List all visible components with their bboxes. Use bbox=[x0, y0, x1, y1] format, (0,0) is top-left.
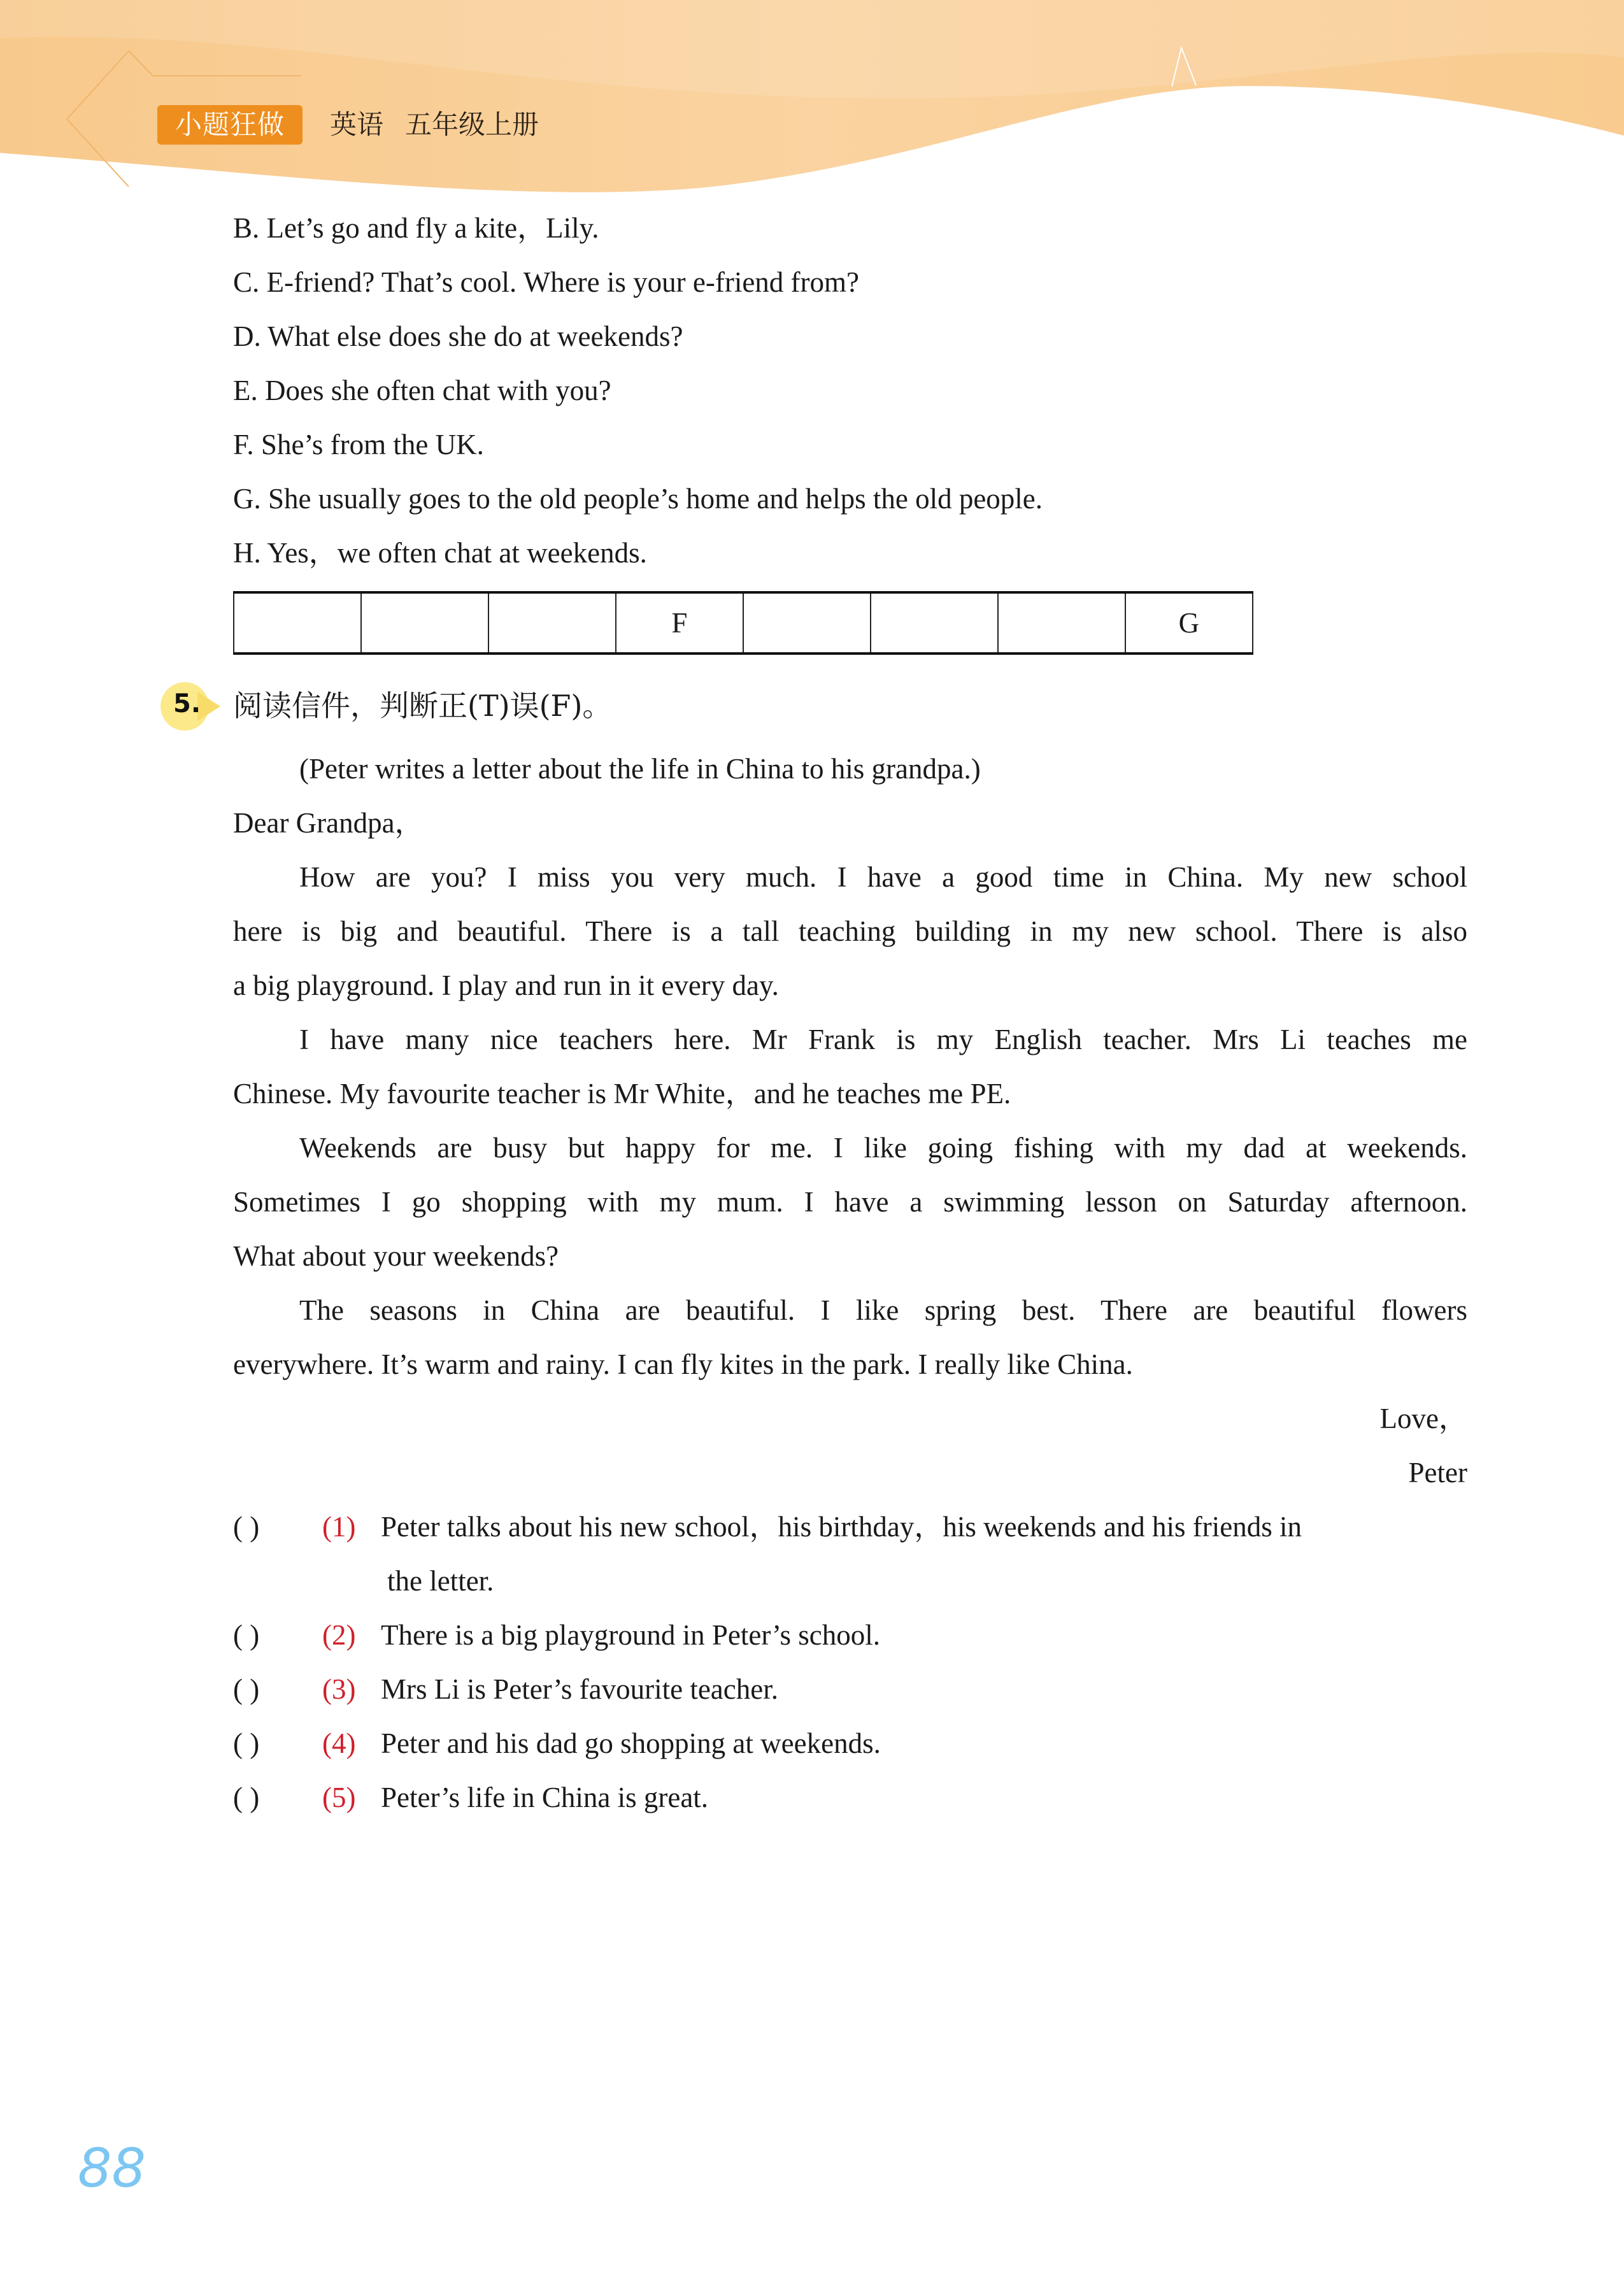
option-e: E. Does she often chat with you? bbox=[233, 375, 611, 406]
answer-blank[interactable]: ( ) bbox=[233, 1619, 260, 1651]
answer-blank[interactable]: ( ) bbox=[233, 1727, 260, 1759]
tf-item-1-continued: the letter. bbox=[387, 1565, 494, 1597]
answer-blank[interactable]: ( ) bbox=[233, 1782, 260, 1813]
answer-cell-1[interactable] bbox=[234, 592, 361, 654]
answer-blank[interactable]: ( ) bbox=[233, 1673, 260, 1705]
book-title bbox=[330, 105, 560, 145]
answer-cell-3[interactable] bbox=[488, 592, 616, 654]
letter-line: here is big and beautiful. There is a tall teaching building in my new school. There is also bbox=[233, 915, 1467, 947]
item-number: (4) bbox=[322, 1727, 356, 1759]
item-number: (3) bbox=[322, 1673, 356, 1705]
question-number: 5. bbox=[173, 689, 201, 718]
letter-line: What about your weekends? bbox=[233, 1240, 559, 1272]
option-g: G. She usually goes to the old people’s home and helps the old people. bbox=[233, 483, 1043, 515]
tf-item-4 bbox=[233, 1724, 881, 1762]
item-text: Mrs Li is Peter’s favourite teacher. bbox=[381, 1673, 778, 1705]
letter-line: How are you? I miss you very much. I have a good time in China. My new school bbox=[299, 861, 1467, 893]
page-number: 88 bbox=[78, 2137, 146, 2199]
answer-blank[interactable]: ( ) bbox=[233, 1511, 260, 1543]
answer-cell-5[interactable] bbox=[743, 592, 871, 654]
option-c: C. E-friend? That’s cool. Where is your e-friend from? bbox=[233, 266, 859, 298]
option-b: B. Let’s go and fly a kite，Lily. bbox=[233, 212, 599, 244]
item-number: (1) bbox=[322, 1511, 356, 1543]
letter-greeting: Dear Grandpa， bbox=[233, 807, 424, 839]
option-h: H. Yes，we often chat at weekends. bbox=[233, 537, 647, 569]
item-number: (5) bbox=[322, 1782, 356, 1813]
letter-line: I have many nice teachers here. Mr Frank is my English teacher. Mrs Li teaches me bbox=[299, 1024, 1467, 1055]
answer-table bbox=[233, 591, 1253, 655]
tf-item-3 bbox=[233, 1670, 778, 1708]
item-text: Peter talks about his new school，his birthday，his weekends and his friends in bbox=[381, 1511, 1302, 1543]
answer-cell-4[interactable]: F bbox=[616, 592, 743, 654]
item-text: Peter and his dad go shopping at weekends. bbox=[381, 1727, 881, 1759]
letter-line: Sometimes I go shopping with my mum. I have a swimming lesson on Saturday afternoon. bbox=[233, 1186, 1467, 1218]
answer-cell-6[interactable] bbox=[871, 592, 998, 654]
subject-label: 英语 bbox=[330, 109, 384, 140]
option-f: F. She’s from the UK. bbox=[233, 429, 484, 461]
tf-item-1 bbox=[233, 1508, 1302, 1546]
grade-label: 五年级上册 bbox=[405, 109, 539, 140]
answer-cell-7[interactable] bbox=[998, 592, 1125, 654]
item-text: Peter’s life in China is great. bbox=[381, 1782, 709, 1813]
letter-line: Weekends are busy but happy for me. I like going fishing with my dad at weekends. bbox=[299, 1132, 1467, 1164]
option-d: D. What else does she do at weekends? bbox=[233, 320, 683, 352]
brand-badge: 小题狂做 bbox=[157, 105, 303, 145]
answer-cell-8[interactable]: G bbox=[1125, 592, 1253, 654]
item-text: There is a big playground in Peter’s school. bbox=[381, 1619, 881, 1651]
question-instruction: 阅读信件，判断正(T)误(F)。 bbox=[233, 689, 612, 723]
letter-line: everywhere. It’s warm and rainy. I can fly kites in the park. I really like China. bbox=[233, 1348, 1133, 1380]
letter-intro: (Peter writes a letter about the life in China to his grandpa.) bbox=[299, 753, 981, 785]
letter-line: Chinese. My favourite teacher is Mr White，and he teaches me PE. bbox=[233, 1078, 1011, 1110]
item-number: (2) bbox=[322, 1619, 356, 1651]
letter-signature: Peter bbox=[1408, 1457, 1467, 1489]
letter-line: a big playground. I play and run in it every day. bbox=[233, 969, 779, 1001]
answer-cell-2[interactable] bbox=[361, 592, 488, 654]
tf-item-5 bbox=[233, 1778, 708, 1817]
letter-line: The seasons in China are beautiful. I like spring best. There are beautiful flowers bbox=[299, 1294, 1467, 1326]
tf-item-2 bbox=[233, 1616, 880, 1654]
letter-closing: Love， bbox=[1379, 1403, 1467, 1434]
